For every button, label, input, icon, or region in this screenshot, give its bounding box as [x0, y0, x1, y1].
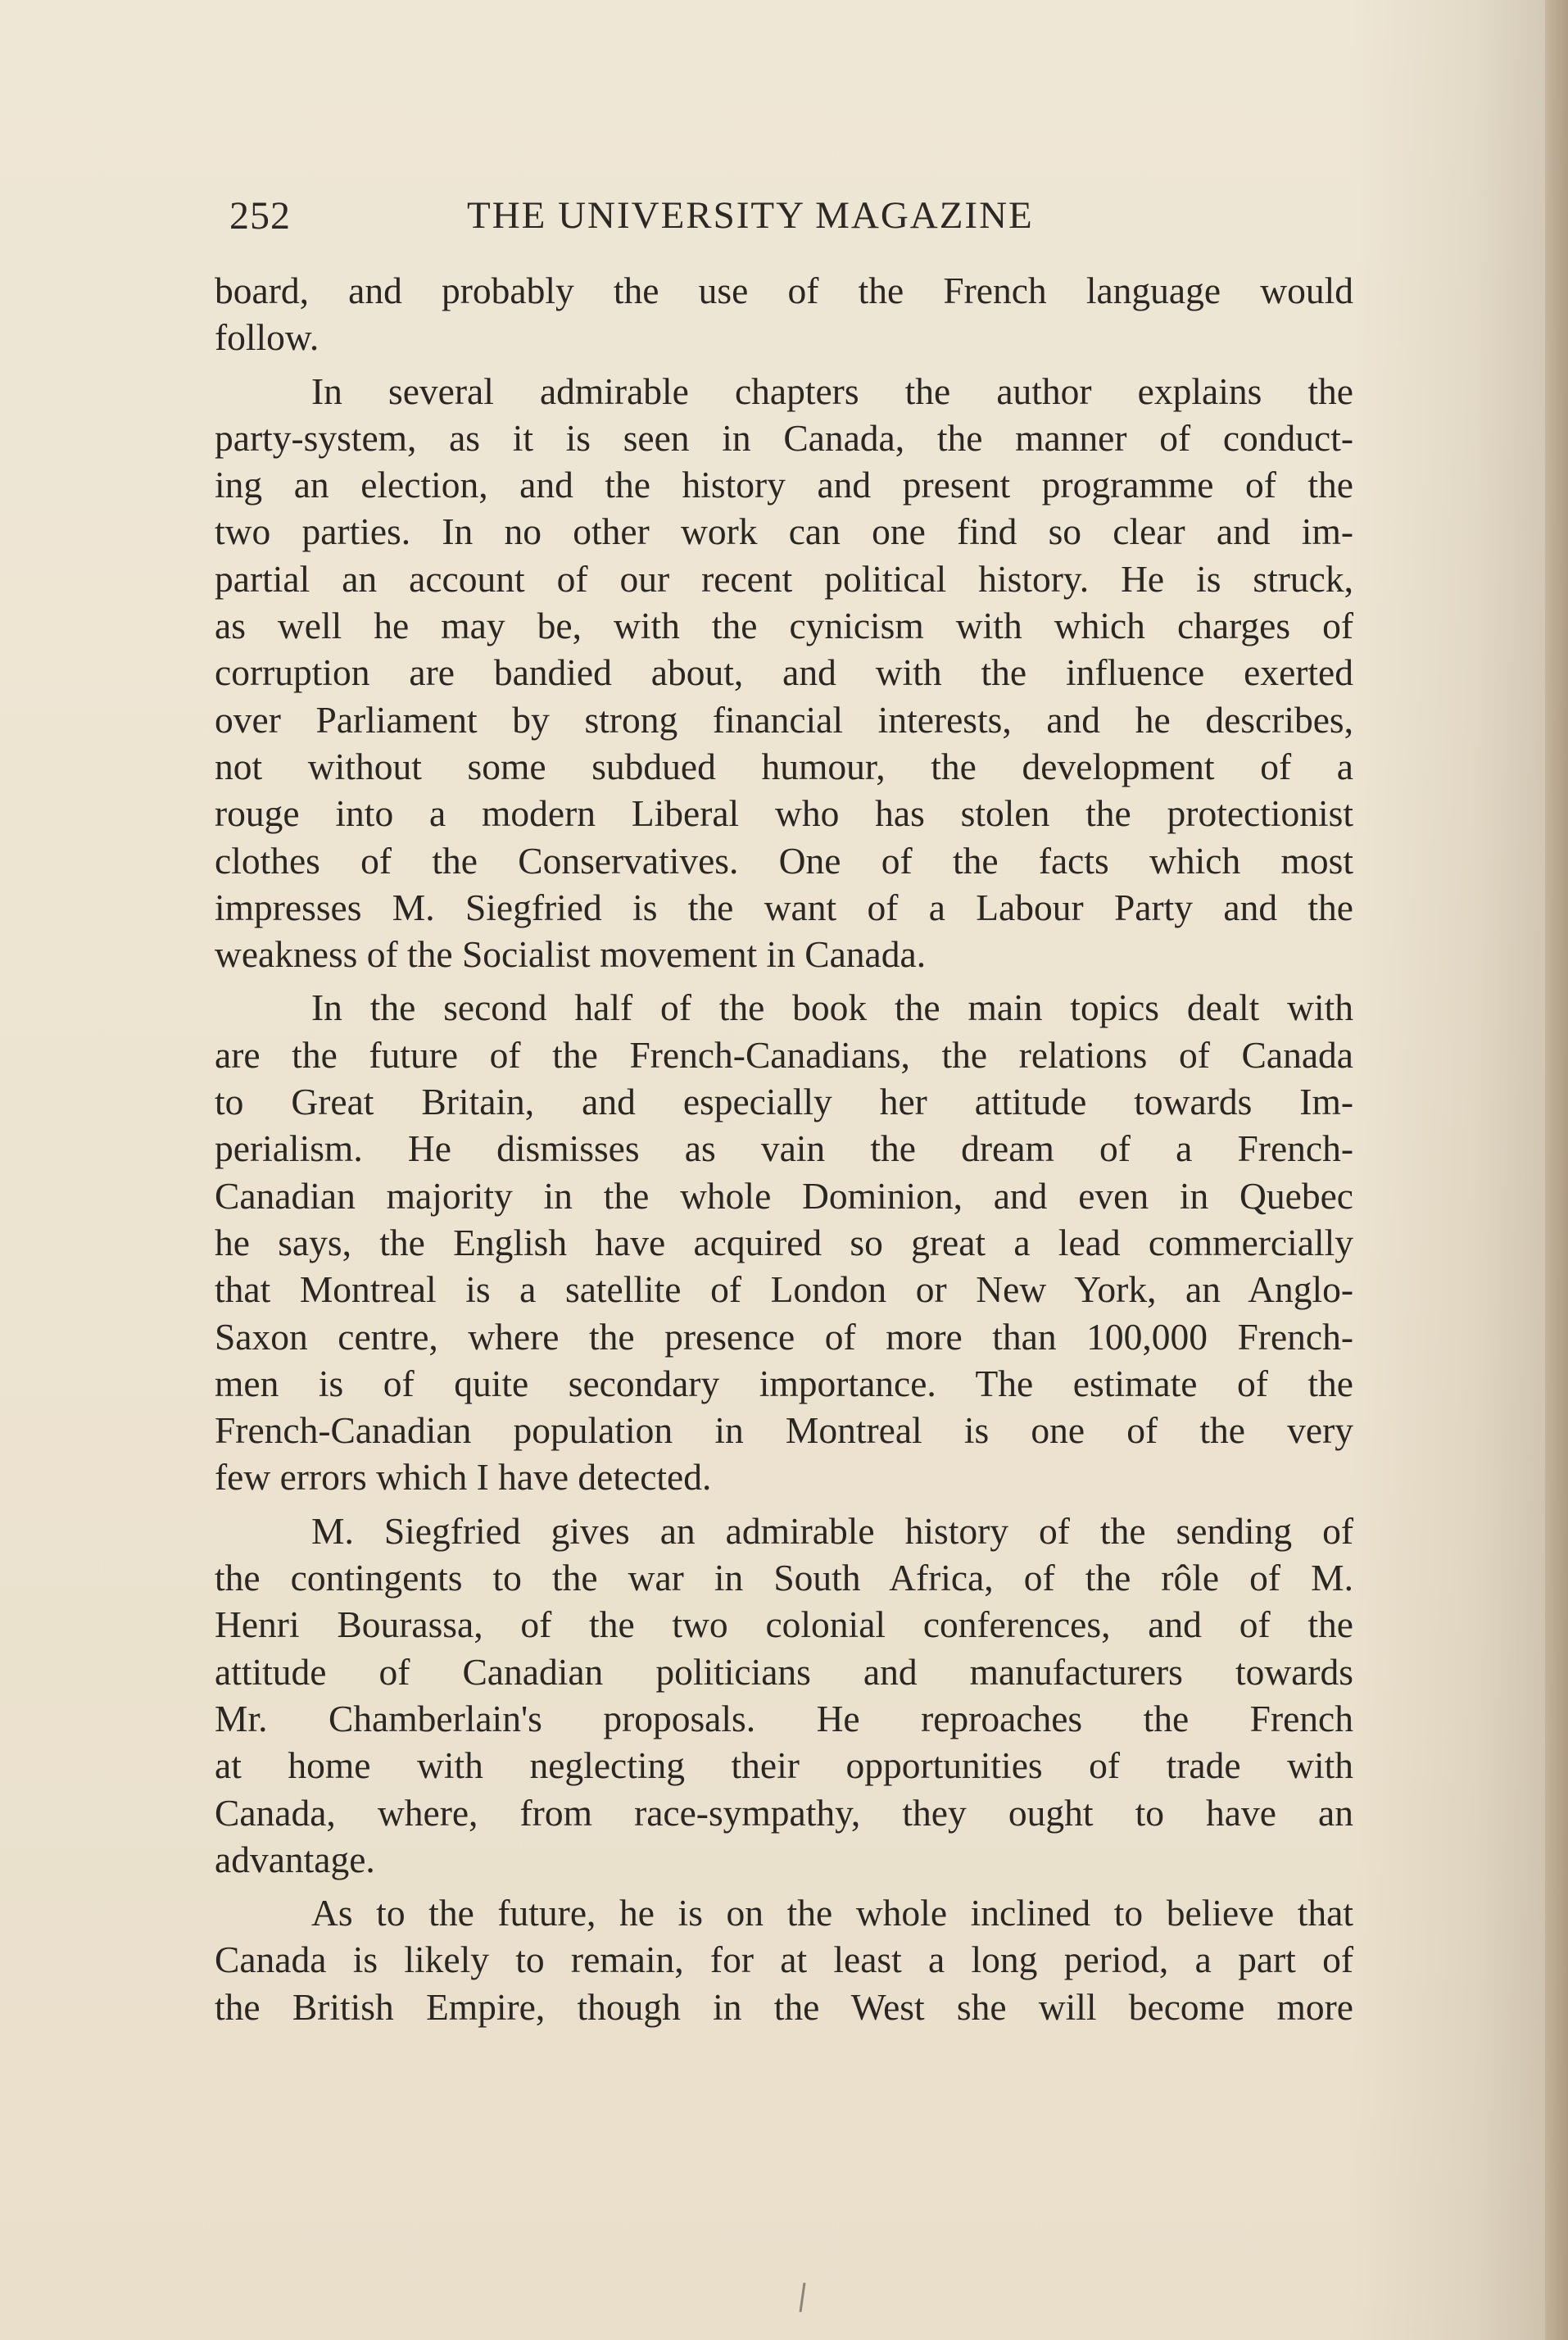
page-number: 252 [229, 194, 291, 238]
text-line: Canada, where, from race-sympathy, they ought to have an [215, 1791, 1353, 1834]
text-line: corruption are bandied about, and with the influence exerted [215, 651, 1353, 694]
text-line: partial an account of our recent political history. He is struck, [215, 557, 1353, 600]
running-title: THE UNIVERSITY MAGAZINE [467, 194, 1034, 237]
text-line: board, and probably the use of the French language would [215, 270, 1353, 311]
text-line: at home with neglecting their opportunities of trade with [215, 1744, 1353, 1787]
text-line: In several admirable chapters the author explains the [311, 370, 1353, 412]
text-line: weakness of the Socialist movement in Canada. [215, 933, 927, 976]
text-line: Henri Bourassa, of the two colonial conferences, and of the [215, 1603, 1353, 1646]
text-line: the British Empire, though in the West she will become more [215, 1985, 1353, 2028]
text-line: to Great Britain, and especially her attitude towards Im- [215, 1081, 1353, 1123]
paragraph-gap [215, 977, 1353, 984]
text-line: follow. [215, 316, 319, 359]
body-text [215, 267, 1353, 2030]
text-line: men is of quite secondary importance. The estimate of the [215, 1362, 1353, 1404]
ink-mark [800, 2283, 806, 2312]
text-line: two parties. In no other work can one find so clear and im- [215, 510, 1353, 553]
paragraph-gap [215, 1501, 1353, 1508]
running-header [229, 193, 1147, 251]
text-line: party-system, as it is seen in Canada, the manner of conduct- [215, 416, 1353, 459]
text-line: Canada is likely to remain, for at least a long period, a part of [215, 1939, 1353, 1981]
text-line: are the future of the French-Canadians, the relations of Canada [215, 1033, 1353, 1076]
text-line: as well he may be, with the cynicism with which charges of [215, 605, 1353, 647]
text-line: not without some subdued humour, the development of a [215, 745, 1353, 787]
text-line: ing an election, and the history and present programme of the [215, 464, 1353, 506]
text-line: rouge into a modern Liberal who has stolen the protectionist [215, 792, 1353, 835]
text-line: French-Canadian population in Montreal is one of the very [215, 1409, 1353, 1452]
page-edge-shadow [1545, 0, 1568, 2340]
text-line: over Parliament by strong financial interests, and he describes, [215, 698, 1353, 741]
text-line: Mr. Chamberlain's proposals. He reproaches the French [215, 1697, 1353, 1739]
text-line: impresses M. Siegfried is the want of a Labour Party and the [215, 886, 1353, 928]
text-line: M. Siegfried gives an admirable history of the sending of [311, 1509, 1353, 1552]
text-line: As to the future, he is on the whole inclined to believe that [311, 1892, 1353, 1934]
text-line: clothes of the Conservatives. One of the facts which most [215, 839, 1353, 882]
text-line: In the second half of the book the main topics dealt with [311, 986, 1353, 1029]
text-line: attitude of Canadian politicians and manufacturers towards [215, 1650, 1353, 1693]
text-line: Saxon centre, where the presence of more than 100,000 French- [215, 1315, 1353, 1358]
text-line: Canadian majority in the whole Dominion, and even in Quebec [215, 1174, 1353, 1217]
text-line: perialism. He dismisses as vain the dream of a French- [215, 1127, 1353, 1170]
paragraph-gap [215, 361, 1353, 368]
text-line: few errors which I have detected. [215, 1456, 712, 1499]
text-line: the contingents to the war in South Africa, of the rôle of M. [215, 1557, 1353, 1599]
text-line: that Montreal is a satellite of London or New York, an Anglo- [215, 1268, 1353, 1311]
paragraph-gap [215, 1883, 1353, 1889]
text-line: advantage. [215, 1838, 375, 1880]
text-line: he says, the English have acquired so great a lead commercially [215, 1221, 1353, 1263]
